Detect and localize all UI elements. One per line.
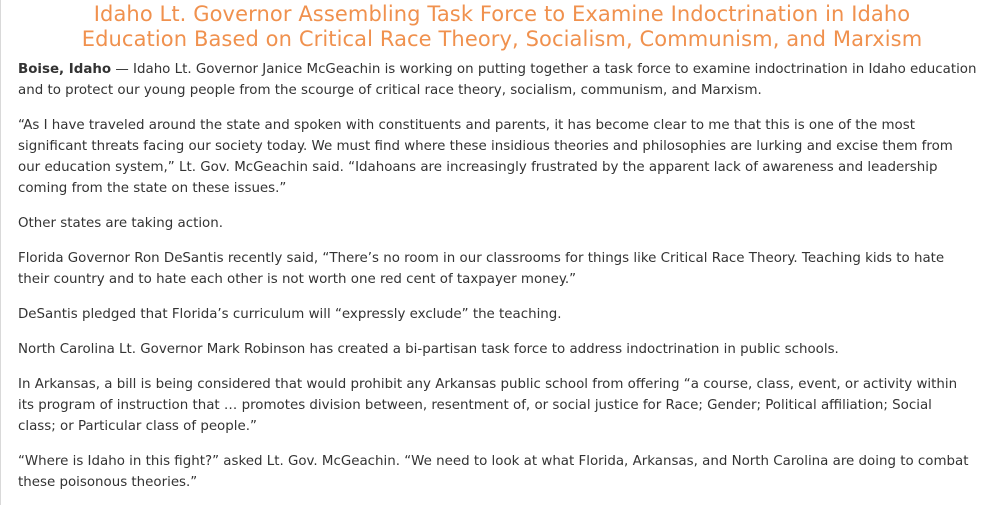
paragraph-line: our education system,” Lt. Gov. McGeachin said. “Idahoans are increasingly frustrated by the apparent lack of awareness and leadership — [18, 160, 938, 175]
paragraph-line: their country and to hate each other is not worth one red cent of taxpayer money.” — [18, 272, 577, 287]
paragraph-line: Florida Governor Ron DeSantis recently said, “There’s no room in our classrooms for things like Critical Race Theory. Teaching kids to hate — [18, 251, 945, 266]
paragraph-line: DeSantis pledged that Florida’s curriculum will “expressly exclude” the teaching. — [18, 307, 562, 322]
paragraph-arkansas — [18, 374, 986, 437]
paragraph-intro-line-2: and to protect our young people from the scourge of critical race theory, socialism, communism, and Marxism. — [18, 83, 762, 98]
paragraph-desantis-pledge — [18, 304, 986, 325]
paragraph-line: “As I have traveled around the state and spoken with constituents and parents, it has become clear to me that this is one of the most — [18, 118, 915, 133]
article-title-line-2: Education Based on Critical Race Theory, Socialism, Communism, and Marxism — [81, 27, 923, 51]
paragraph-quote-mcgeachin — [18, 115, 986, 199]
paragraph-intro-line-1: — Idaho Lt. Governor Janice McGeachin is working on putting together a task force to examine indoctrination in Idaho education — [111, 62, 977, 77]
left-border-rule — [0, 0, 1, 505]
paragraph-line: Other states are taking action. — [18, 216, 223, 231]
dateline: Boise, Idaho — [18, 62, 112, 77]
paragraph-where-is-idaho — [18, 451, 986, 493]
paragraph-line: its program of instruction that … promotes division between, resentment of, or social justice for Race; Gender; Political affiliation; Social — [18, 398, 932, 413]
paragraph-line: coming from the state on these issues.” — [18, 181, 287, 196]
paragraph-intro — [18, 59, 986, 101]
paragraph-line: these poisonous theories.” — [18, 475, 198, 490]
paragraph-line: significant threats facing our society today. We must find where these insidious theories and philosophies are lurking and excise them from — [18, 139, 953, 154]
article — [18, 0, 986, 493]
paragraph-desantis-quote — [18, 248, 986, 290]
paragraph-north-carolina — [18, 339, 986, 360]
paragraph-line: North Carolina Lt. Governor Mark Robinson has created a bi-partisan task force to address indoctrination in public schools. — [18, 342, 839, 357]
paragraph-line: class; or Particular class of people.” — [18, 419, 257, 434]
paragraph-other-states — [18, 213, 986, 234]
article-title-line-1: Idaho Lt. Governor Assembling Task Force to Examine Indoctrination in Idaho — [93, 2, 911, 26]
paragraph-line: In Arkansas, a bill is being considered that would prohibit any Arkansas public school from offering “a course, class, event, or activity within — [18, 377, 958, 392]
article-title — [18, 2, 986, 52]
paragraph-line: “Where is Idaho in this fight?” asked Lt. Gov. McGeachin. “We need to look at what Florida, Arkansas, and North Carolina are doing to combat — [18, 454, 969, 469]
